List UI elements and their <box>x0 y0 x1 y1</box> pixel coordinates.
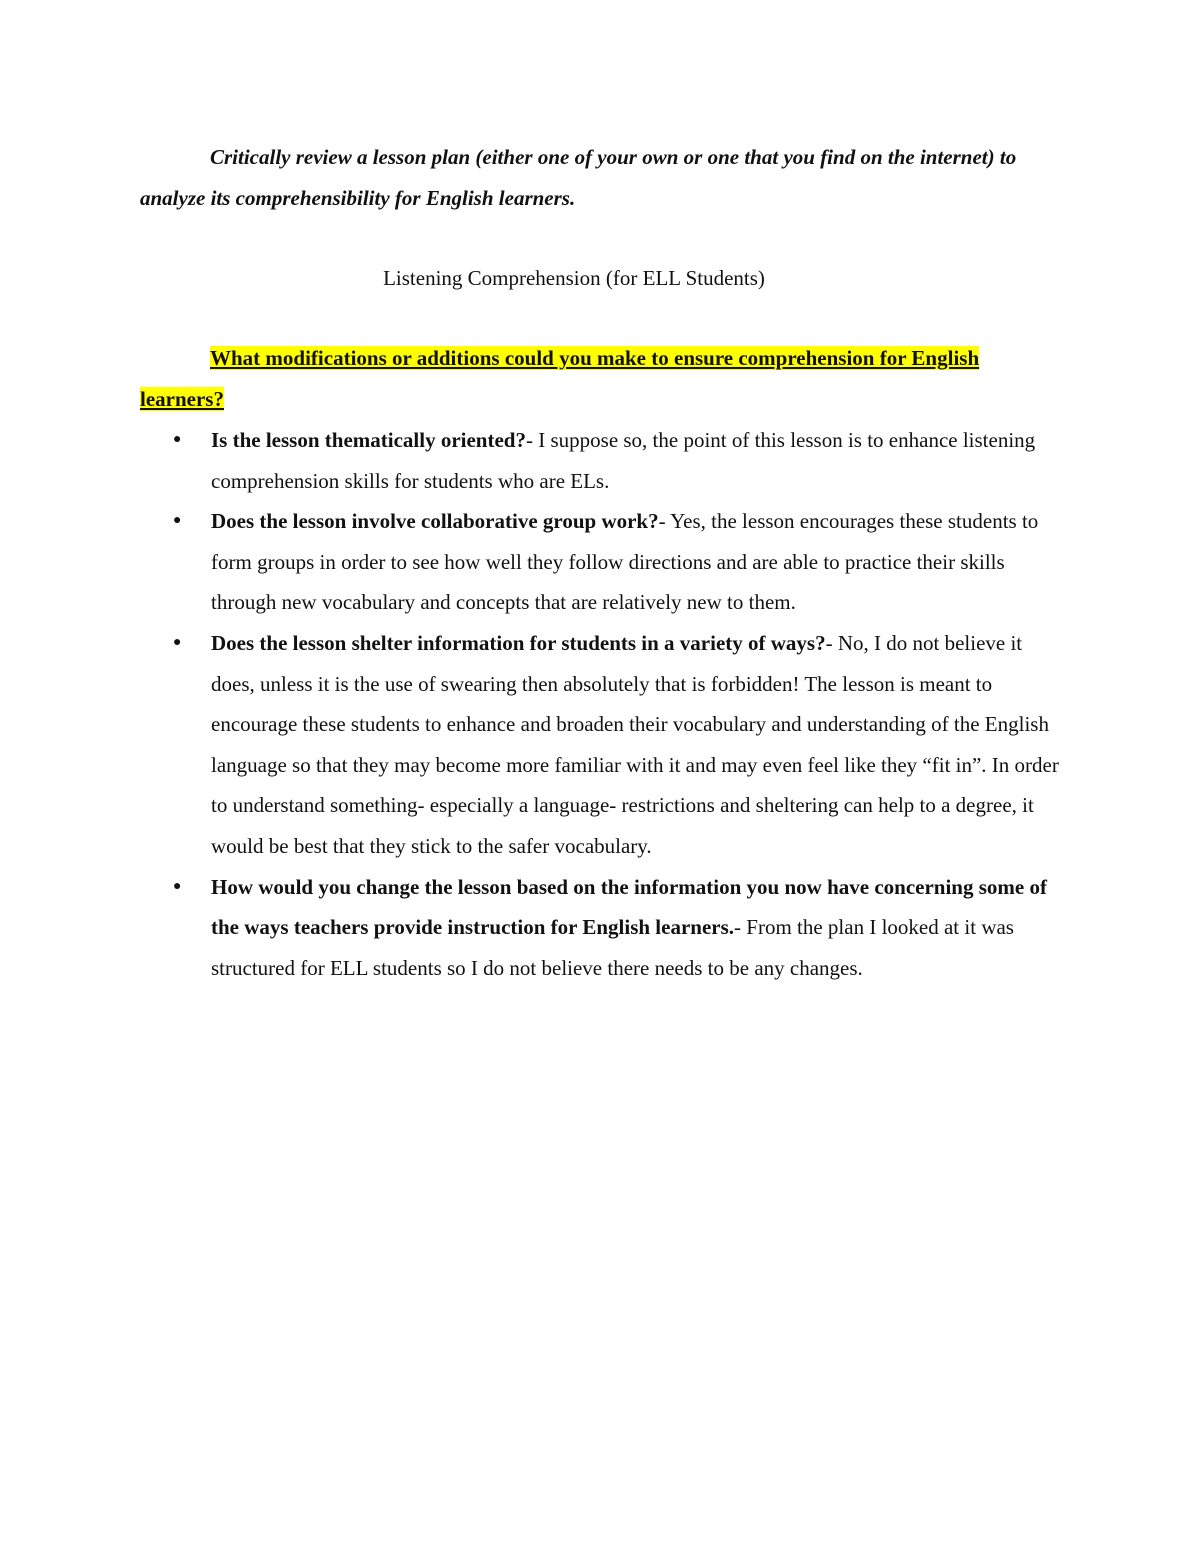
highlighted-question: What modifications or additions could you make to ensure comprehension for English learners? <box>140 346 980 411</box>
item-answer: - From the plan I looked at it was structured for ELL students so I do not believe there needs to be any changes. <box>211 915 1014 980</box>
guiding-question <box>140 338 1020 420</box>
list-item <box>140 623 1060 867</box>
item-answer: - I suppose so, the point of this lesson is to enhance listening comprehension skills for students who are ELs. <box>211 428 1036 493</box>
item-question: Does the lesson involve collaborative group work? <box>211 509 659 534</box>
list-item <box>140 420 1060 501</box>
list-item <box>140 501 1060 623</box>
assignment-prompt: Critically review a lesson plan (either one of your own or one that you find on the internet) to analyze its comprehensibility for English learners. <box>140 145 1017 210</box>
question-list <box>140 420 1060 988</box>
item-question: How would you change the lesson based on the information you now have concerning some of the ways teachers provide instruction for English learners. <box>211 874 1047 940</box>
bullet-icon: ● <box>173 513 182 529</box>
item-question: Is the lesson thematically oriented? <box>211 428 526 452</box>
item-question: Does the lesson shelter information for students in a variety of ways? <box>211 630 826 655</box>
item-answer: - No, I do not believe it does, unless it is the use of swearing then absolutely that is forbidden! The lesson is meant to encourage these students to enhance and broaden their vocabulary and understanding of the English language so that they may become more familiar with it and may even feel like they “fit in”. In order to understand something- especially a language- restrictions and sheltering can help to a degree, it would be best that they stick to the safer vocabulary. <box>211 630 1059 858</box>
document-title: Listening Comprehension (for ELL Students) <box>383 266 765 290</box>
bullet-icon: ● <box>173 878 182 894</box>
item-answer: - Yes, the lesson encourages these students to form groups in order to see how well they follow directions and are able to practice their skills through new vocabulary and concepts that are relatively new to them. <box>211 509 1039 615</box>
bullet-icon: ● <box>173 432 182 447</box>
bullet-icon: ● <box>173 634 182 650</box>
list-item <box>140 867 1060 989</box>
